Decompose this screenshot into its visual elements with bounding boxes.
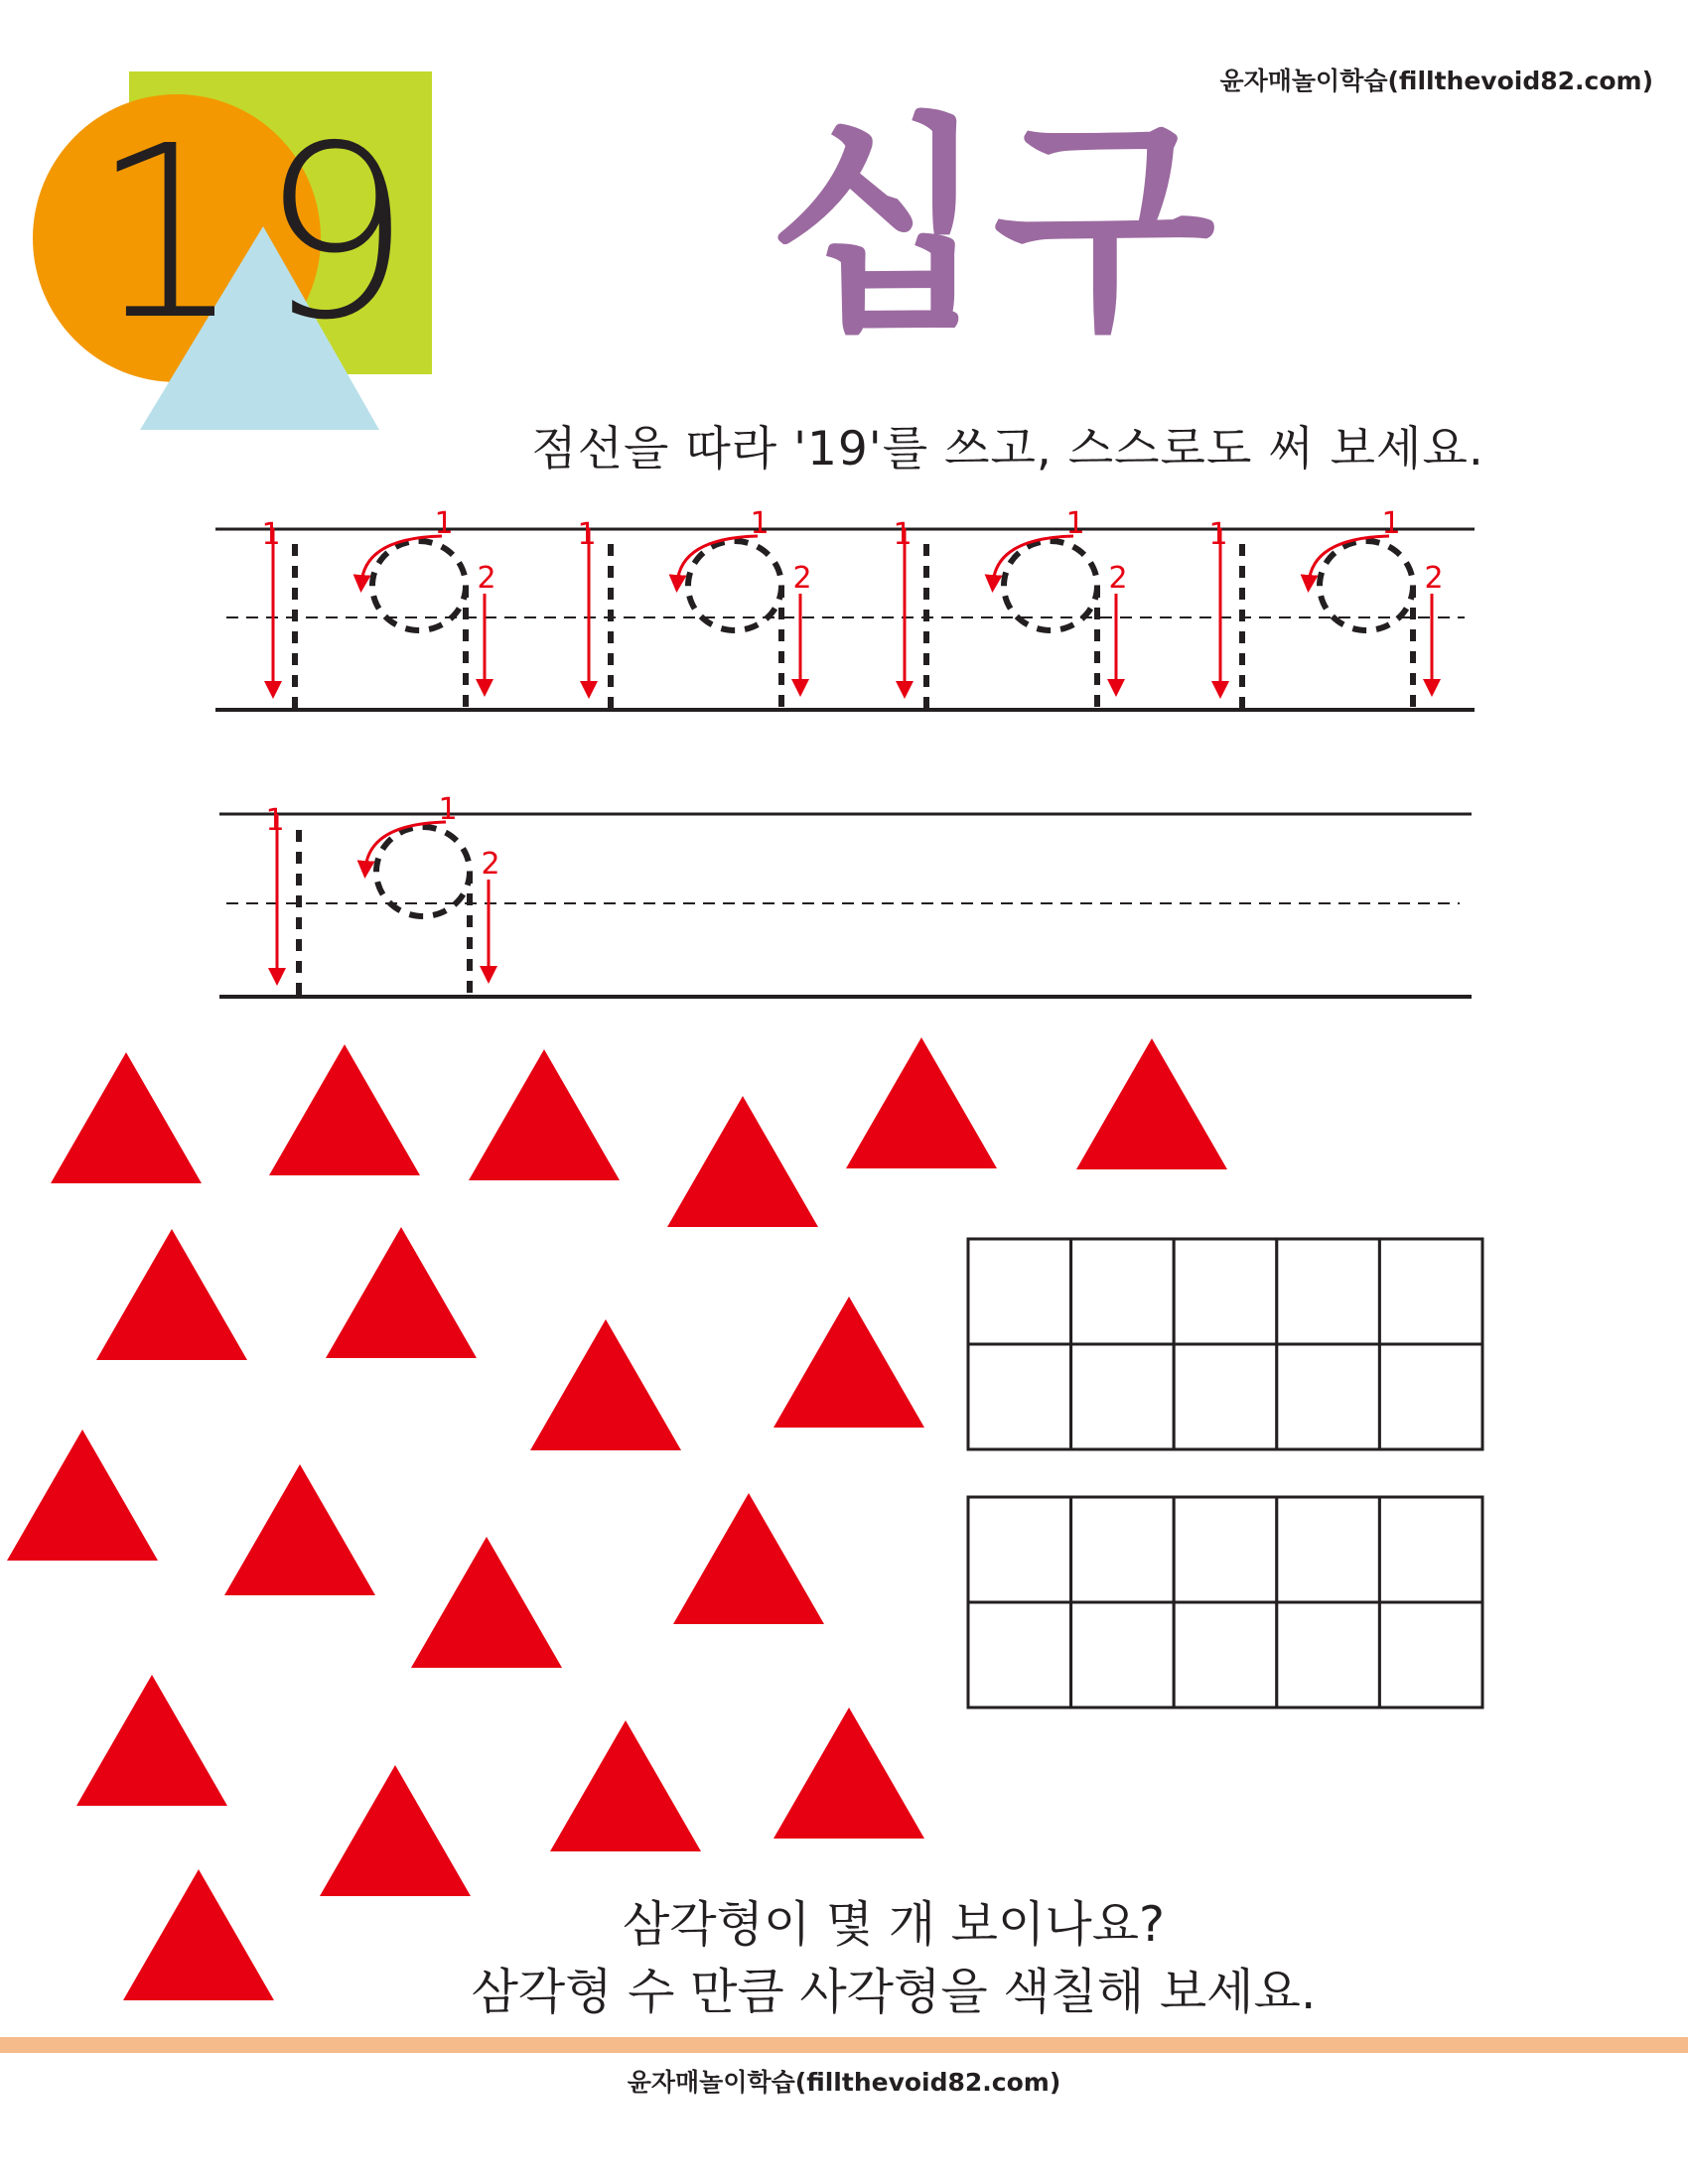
red-triangle: [530, 1319, 681, 1450]
site-name-footer: 윤자매놀이학습(fillthevoid82.com): [627, 2068, 1061, 2097]
grid-square: [1277, 1497, 1380, 1602]
question-line-2: 삼각형 수 만큼 사각형을 색칠해 보세요.: [471, 1964, 1317, 2020]
red-triangle: [667, 1096, 818, 1227]
ten-frame-grid: [968, 1497, 1482, 1707]
ten-frame-grid: [968, 1239, 1482, 1449]
stroke-label-2: 2: [477, 561, 496, 596]
red-triangle: [774, 1707, 924, 1839]
red-triangle: [269, 1044, 420, 1175]
grid-square: [1071, 1344, 1175, 1449]
red-triangle: [411, 1537, 562, 1668]
stroke-label-1: 1: [1208, 517, 1228, 552]
red-triangle: [76, 1675, 227, 1806]
grid-square: [1379, 1239, 1482, 1344]
grid-square: [1277, 1344, 1380, 1449]
grid-square: [1174, 1497, 1277, 1602]
grid-square: [1071, 1602, 1175, 1707]
grid-square: [1174, 1344, 1277, 1449]
stroke-label-loop-1: 1: [750, 506, 770, 541]
red-triangle: [224, 1464, 375, 1595]
grid-square: [1277, 1239, 1380, 1344]
grid-square: [1071, 1497, 1175, 1602]
grid-square: [1379, 1602, 1482, 1707]
grid-square: [968, 1497, 1071, 1602]
red-triangle: [846, 1037, 997, 1168]
grid-square: [968, 1602, 1071, 1707]
grid-square: [1277, 1602, 1380, 1707]
red-triangle: [320, 1765, 471, 1896]
stroke-label-loop-1: 1: [1381, 506, 1401, 541]
footer-bar: [0, 2037, 1688, 2053]
site-name-header: 윤자매놀이학습(fillthevoid82.com): [1219, 67, 1653, 95]
grid-square: [1071, 1239, 1175, 1344]
grid-square: [968, 1344, 1071, 1449]
red-triangle: [469, 1049, 620, 1180]
counting-question: [298, 1891, 1489, 2026]
red-triangle: [550, 1720, 701, 1851]
stroke-label-1: 1: [577, 517, 597, 552]
stroke-label-loop-1: 1: [438, 792, 458, 827]
square-grids: [968, 1239, 1482, 1707]
red-triangle: [7, 1430, 158, 1561]
grid-square: [1379, 1344, 1482, 1449]
red-triangle: [96, 1229, 247, 1360]
question-line-1: 삼각형이 몇 개 보이나요?: [622, 1896, 1166, 1953]
stroke-label-1: 1: [893, 517, 913, 552]
stroke-label-loop-1: 1: [1065, 506, 1085, 541]
tracing-instruction: 점선을 따라 '19'를 쓰고, 스스로도 써 보세요.: [531, 422, 1484, 477]
stroke-label-2: 2: [792, 561, 812, 596]
grid-square: [1379, 1497, 1482, 1602]
grid-square: [1174, 1239, 1277, 1344]
red-triangle: [326, 1227, 477, 1358]
grid-square: [968, 1239, 1071, 1344]
red-triangle: [673, 1493, 824, 1624]
red-triangle: [51, 1052, 202, 1183]
red-triangle: [123, 1869, 274, 2000]
grid-square: [1174, 1602, 1277, 1707]
stroke-label-2: 2: [481, 847, 500, 882]
red-triangle: [774, 1297, 924, 1428]
red-triangle: [1076, 1038, 1227, 1169]
number-word-title: 십구: [766, 94, 1220, 362]
hero-numeral: 19: [90, 94, 430, 372]
stroke-label-1: 1: [261, 517, 281, 552]
stroke-label-2: 2: [1108, 561, 1128, 596]
stroke-label-loop-1: 1: [434, 506, 454, 541]
stroke-label-2: 2: [1424, 561, 1444, 596]
stroke-label-1: 1: [265, 803, 285, 838]
